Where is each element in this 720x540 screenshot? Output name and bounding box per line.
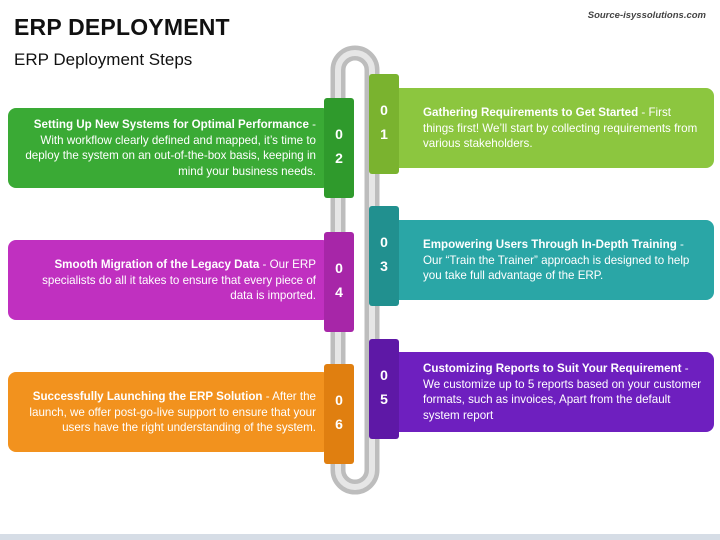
step-card-01 xyxy=(385,88,714,168)
page-title: ERP DEPLOYMENT xyxy=(14,14,230,40)
step-card-03 xyxy=(385,220,714,300)
step-number-05: 0 5 xyxy=(369,339,399,439)
step-card-02 xyxy=(8,108,326,188)
step-heading: Successfully Launching the ERP Solution xyxy=(32,389,263,403)
step-heading: Gathering Requirements to Get Started xyxy=(423,105,639,119)
step-heading: Empowering Users Through In-Depth Training xyxy=(423,237,677,251)
step-body: - After the launch, we offer post-go-live support to ensure that your users have the right understanding of the system. xyxy=(29,389,316,434)
step-body: - First things first! We’ll start by collecting requirements from various stakeholders. xyxy=(423,105,698,150)
step-heading: Setting Up New Systems for Optimal Performance xyxy=(33,118,309,131)
step-number-02: 0 2 xyxy=(324,98,354,198)
source-credit: Source-isyssolutions.com xyxy=(587,10,706,21)
step-card-04 xyxy=(8,240,326,320)
step-card-05 xyxy=(385,352,714,432)
page-subtitle: ERP Deployment Steps xyxy=(14,50,193,69)
step-body: - We customize up to 5 reports based on your customer formats, such as invoices, Apart from the default system report xyxy=(423,362,702,422)
step-body: - Our ERP specialists do all it takes to ensure that every piece of data is imported. xyxy=(42,257,316,302)
step-body: - With workflow clearly defined and mapped, it’s time to deploy the system on an out-of-the-box basis, keeping in mind your business needs. xyxy=(25,118,316,178)
step-heading: Customizing Reports to Suit Your Requirement xyxy=(423,362,682,375)
step-number-03: 0 3 xyxy=(369,206,399,306)
footer-bar xyxy=(0,534,720,540)
step-body: - Our “Train the Trainer” approach is designed to help you take full advantage of the ERP. xyxy=(423,237,690,282)
step-card-06 xyxy=(8,372,326,452)
step-number-01: 0 1 xyxy=(369,74,399,174)
step-number-06: 0 6 xyxy=(324,364,354,464)
step-heading: Smooth Migration of the Legacy Data xyxy=(54,257,260,271)
step-number-04: 0 4 xyxy=(324,232,354,332)
